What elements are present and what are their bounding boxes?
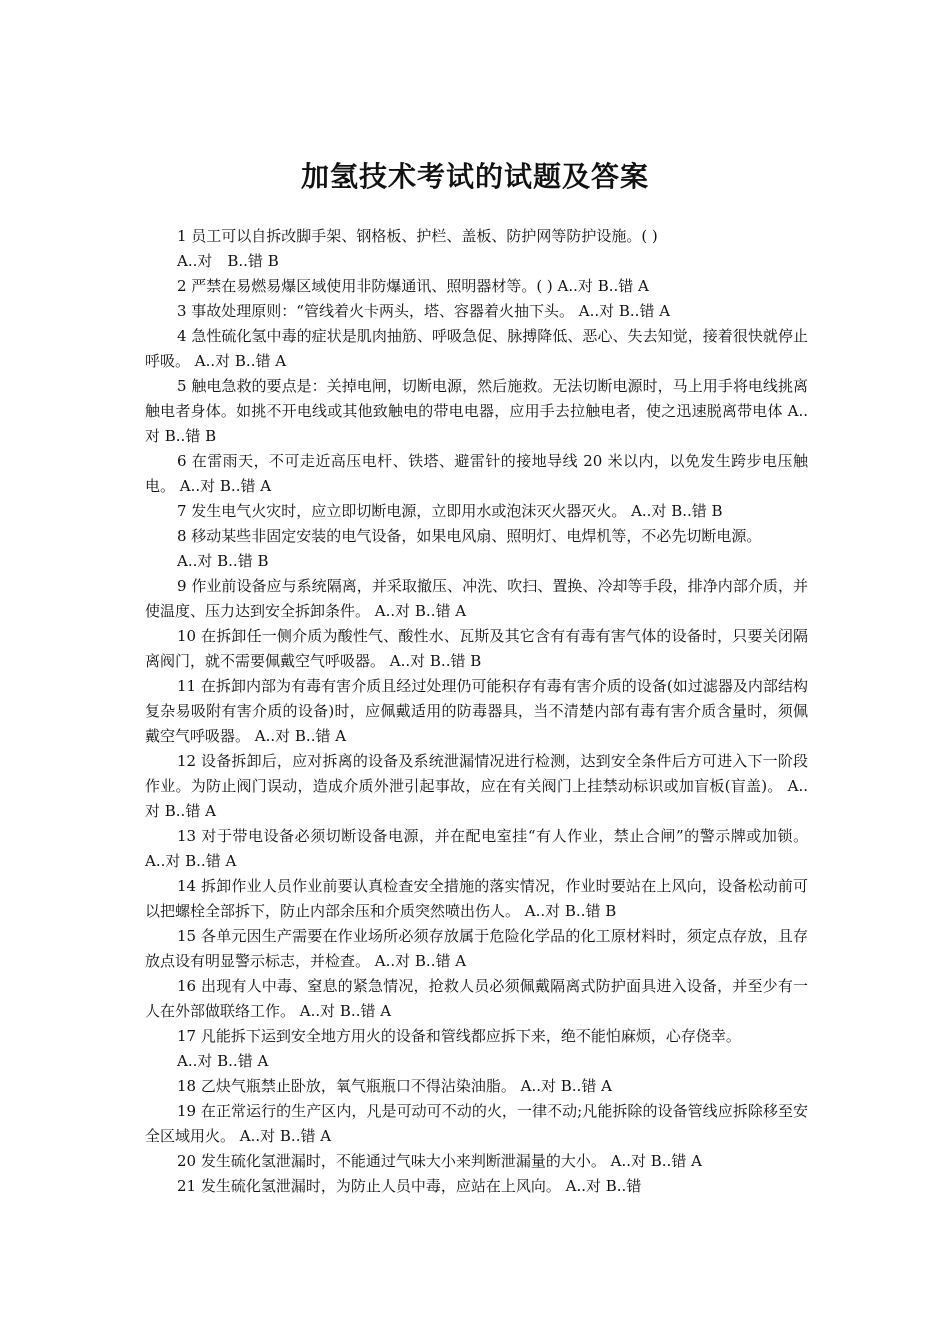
question-paragraph: 15 各单元因生产需要在作业场所必须存放属于危险化学品的化工原材料时，须定点存放，且存放点设有明显警示标志，并检查。 A..对 B..错 A bbox=[145, 927, 808, 970]
question-paragraph: 2 严禁在易燃易爆区域使用非防爆通讯、照明器材等。( ) A..对 B..错 A bbox=[177, 277, 649, 295]
question-paragraph: 12 设备拆卸后，应对拆离的设备及系统泄漏情况进行检测，达到安全条件后方可进入下一阶段作业。为防止阀门误动，造成介质外泄引起事故，应在有关阀门上挂禁动标识或加盲板(盲盖)。 A..对 B..错 A bbox=[145, 752, 808, 820]
question-paragraph: 21 发生硫化氢泄漏时，为防止人员中毒，应站在上风向。 A..对 B..错 bbox=[177, 1177, 642, 1195]
question-paragraph: 13 对于带电设备必须切断设备电源，并在配电室挂“有人作业，禁止合闸”的警示牌或加锁。 A..对 B..错 A bbox=[145, 827, 808, 870]
question-paragraph: 7 发生电气火灾时，应立即切断电源，立即用水或泡沫灭火器灭火。 A..对 B..错 B bbox=[177, 502, 723, 520]
question-paragraph: 18 乙炔气瓶禁止卧放，氧气瓶瓶口不得沾染油脂。 A..对 B..错 A bbox=[177, 1077, 612, 1095]
question-paragraph: 5 触电急救的要点是：关掉电闸，切断电源，然后施救。无法切断电源时，马上用手将电线挑离触电者身体。如挑不开电线或其他致触电的带电电器，应用手去拉触电者，使之迅速脱离带电体 A..对 B..错 B bbox=[145, 377, 808, 445]
answer-line: A..对 B..错 A bbox=[177, 1052, 269, 1070]
question-paragraph: 6 在雷雨天，不可走近高压电杆、铁塔、避雷针的接地导线 20 米以内，以免发生跨步电压触电。 A..对 B..错 A bbox=[145, 452, 808, 495]
question-paragraph: 8 移动某些非固定安装的电气设备，如果电风扇、照明灯、电焊机等，不必先切断电源。 bbox=[177, 527, 762, 545]
question-paragraph: 9 作业前设备应与系统隔离，并采取撤压、冲洗、吹扫、置换、冷却等手段，排净内部介质，并使温度、压力达到安全拆卸条件。 A..对 B..错 A bbox=[145, 577, 808, 620]
question-paragraph: 10 在拆卸任一侧介质为酸性气、酸性水、瓦斯及其它含有有毒有害气体的设备时，只要关闭隔离阀门，就不需要佩戴空气呼吸器。 A..对 B..错 B bbox=[145, 627, 808, 670]
question-paragraph: 20 发生硫化氢泄漏时，不能通过气味大小来判断泄漏量的大小。 A..对 B..错 A bbox=[177, 1152, 702, 1170]
question-paragraph: 4 急性硫化氢中毒的症状是肌肉抽筋、呼吸急促、脉搏降低、恶心、失去知觉，接着很快就停止呼吸。 A..对 B..错 A bbox=[145, 327, 808, 370]
question-paragraph: 17 凡能拆下运到安全地方用火的设备和管线都应拆下来，绝不能怕麻烦，心存侥幸。 bbox=[177, 1027, 741, 1045]
question-paragraph: 11 在拆卸内部为有毒有害介质且经过处理仍可能积存有毒有害介质的设备(如过滤器及内部结构复杂易吸附有害介质的设备)时，应佩戴适用的防毒器具，当不清楚内部有毒有害介质含量时，须佩戴空气呼吸器。 A..对 B..错 A bbox=[145, 677, 808, 745]
answer-line: A..对 B..错 B bbox=[177, 252, 279, 270]
document-title: 加氢技术考试的试题及答案 bbox=[300, 160, 649, 193]
question-paragraph: 14 拆卸作业人员作业前要认真检查安全措施的落实情况，作业时要站在上风向，设备松动前可以把螺栓全部拆下，防止内部余压和介质突然喷出伤人。 A..对 B..错 B bbox=[145, 877, 808, 920]
question-paragraph: 16 出现有人中毒、窒息的紧急情况，抢救人员必须佩戴隔离式防护面具进入设备，并至少有一人在外部做联络工作。 A..对 B..错 A bbox=[145, 977, 808, 1020]
document-body bbox=[145, 224, 808, 1199]
question-paragraph: 3 事故处理原则：“管线着火卡两头，塔、容器着火抽下头。 A..对 B..错 A bbox=[177, 302, 671, 320]
question-paragraph: 1 员工可以自拆改脚手架、钢格板、护栏、盖板、防护网等防护设施。( ) bbox=[177, 227, 658, 245]
question-paragraph: 19 在正常运行的生产区内，凡是可动可不动的火，一律不动;凡能拆除的设备管线应拆除移至安全区域用火。 A..对 B..错 A bbox=[145, 1102, 808, 1145]
answer-line: A..对 B..错 B bbox=[177, 552, 269, 570]
